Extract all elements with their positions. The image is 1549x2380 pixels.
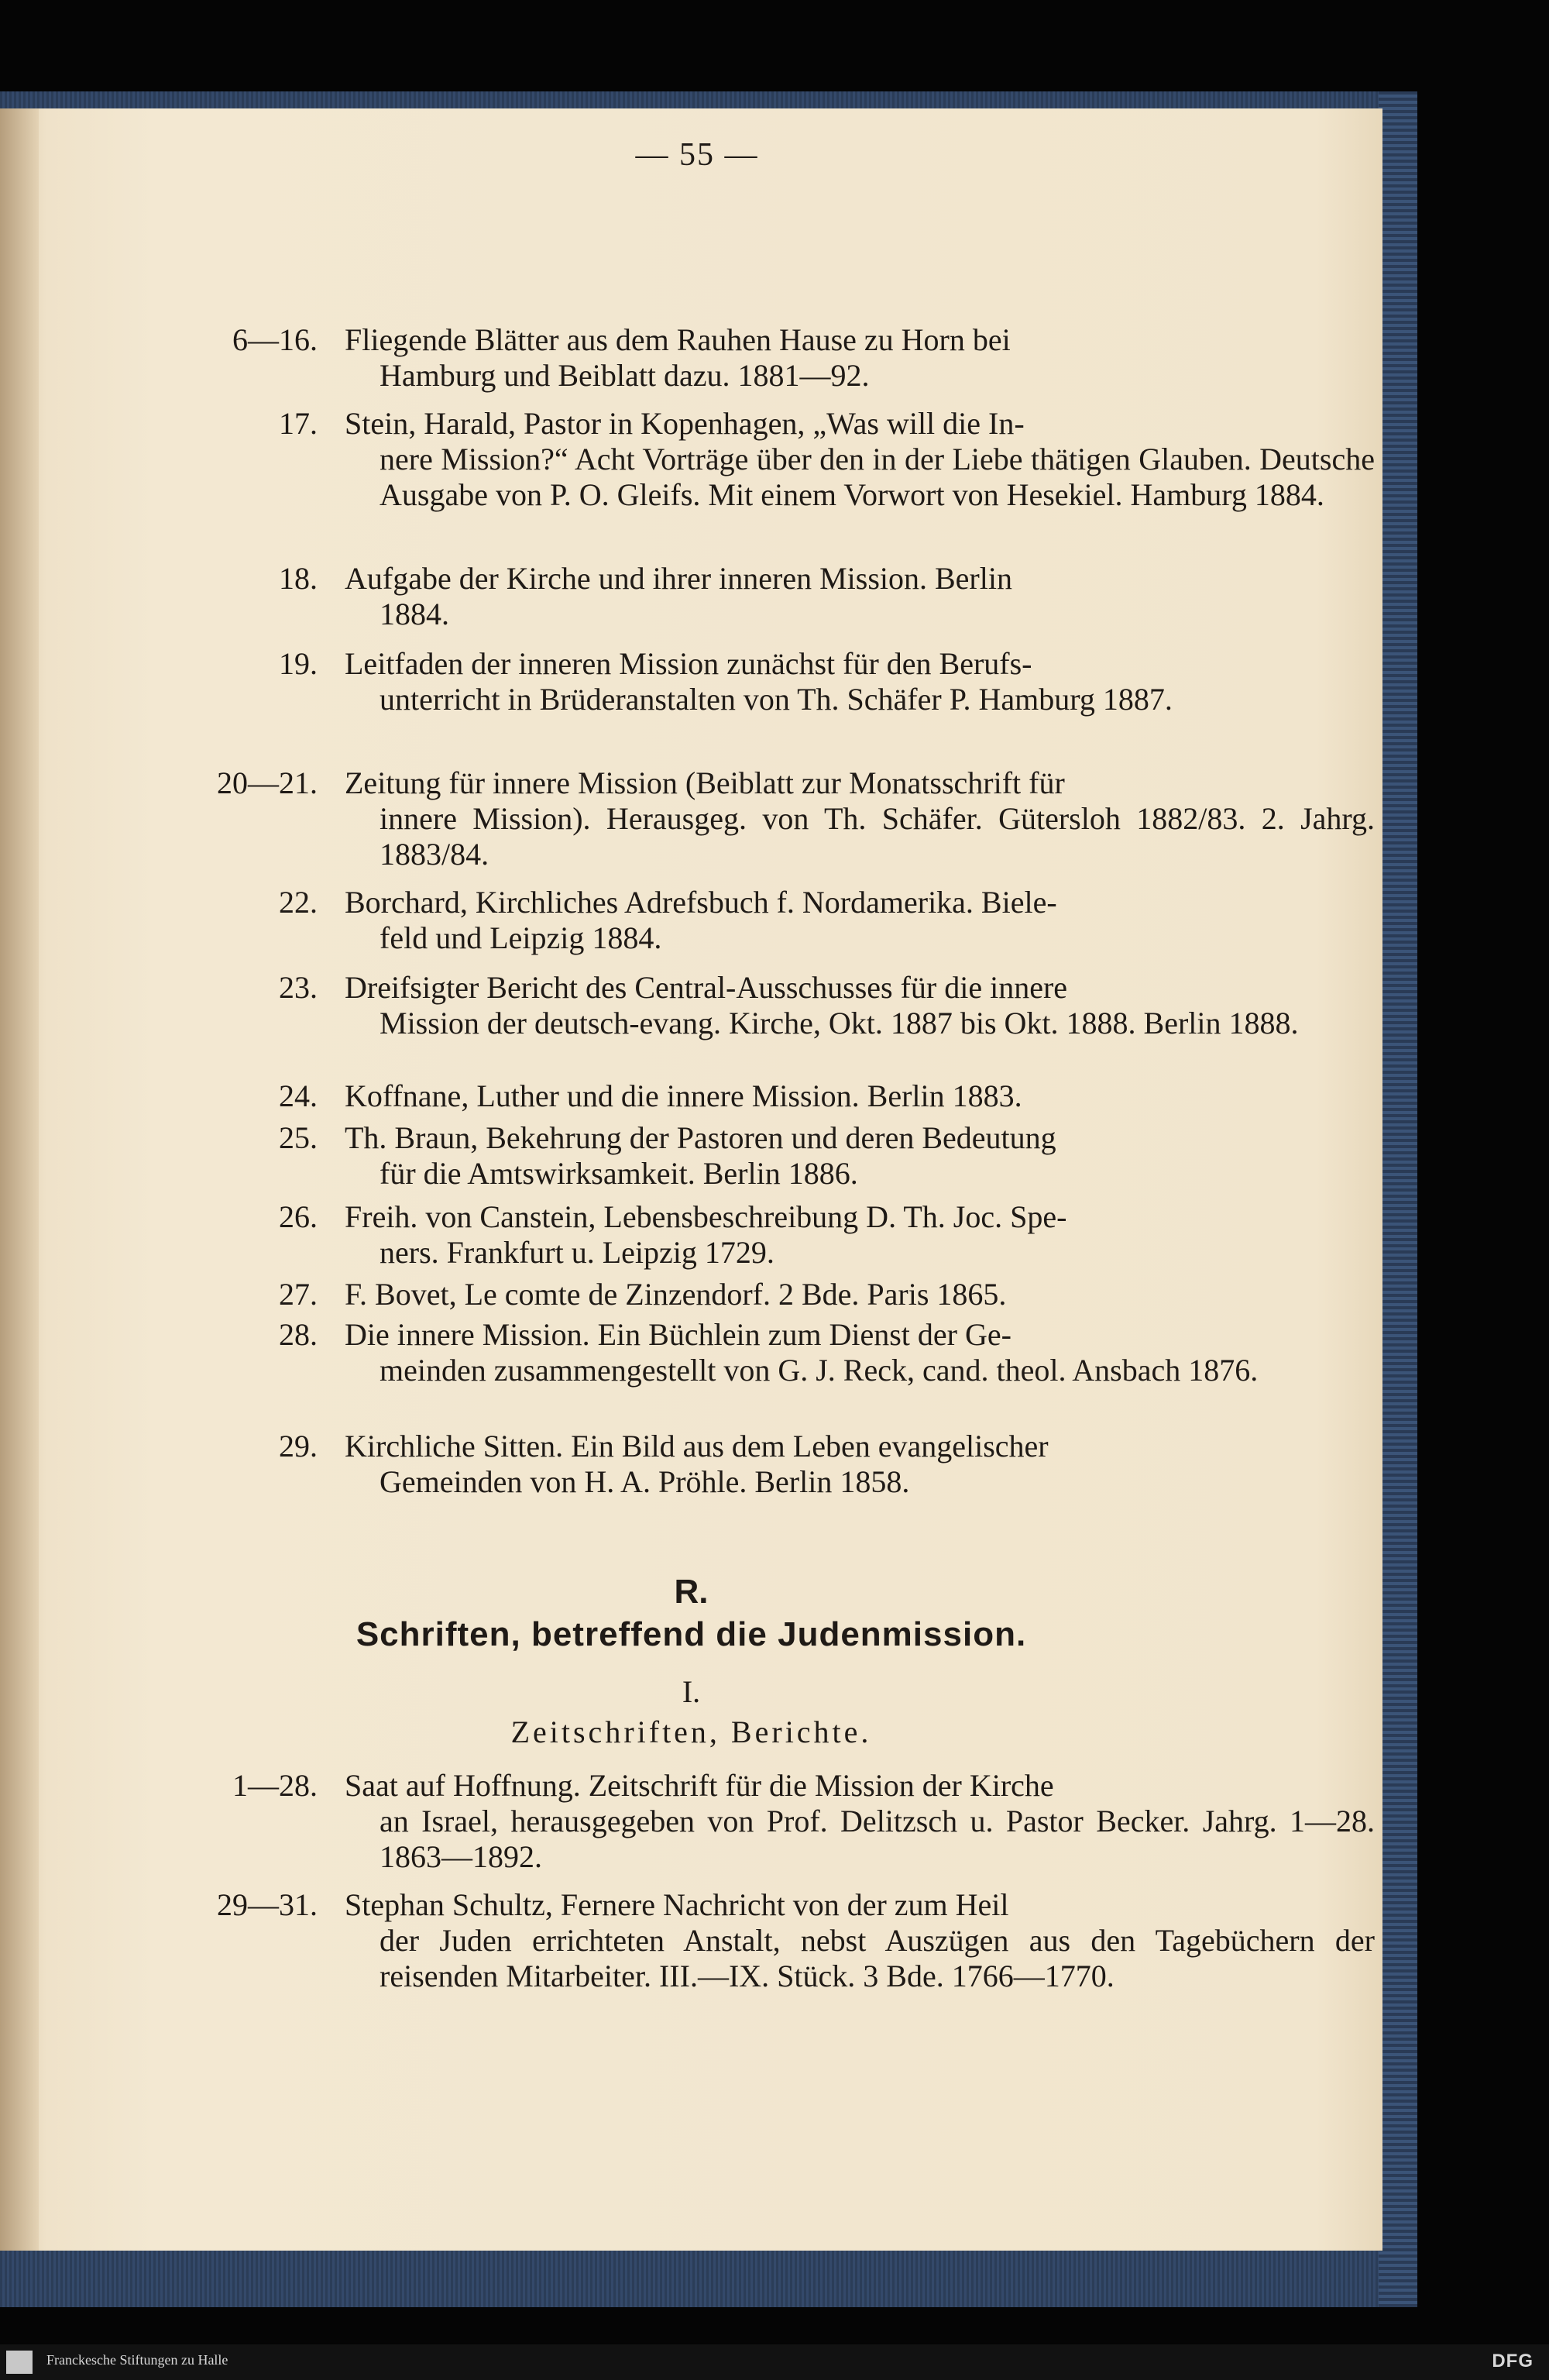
entry-text: Freih. von Canstein, Lebensbeschreibung D. Th. Joc. Spe- ners. Frankfurt u. Leipzig 1729.: [345, 1199, 1067, 1270]
entry-text: F. Bovet, Le comte de Zinzendorf. 2 Bde. Paris 1865.: [345, 1277, 1007, 1312]
entry-number: 26.: [279, 1199, 318, 1234]
entry-number: 28.: [279, 1317, 318, 1352]
entry-number: 1—28.: [232, 1768, 318, 1803]
entry-text: Die innere Mission. Ein Büchlein zum Dienst der Ge- meinden zusammengestellt von G. J. Reck, cand. theol. Ansbach 1876.: [345, 1317, 1259, 1388]
entry-number: 19.: [279, 646, 318, 681]
entry-number: 29.: [279, 1429, 318, 1463]
entry-text: Leitfaden der inneren Mission zunächst für den Berufs- unterricht in Brüderanstalten von Th. Schäfer P. Hamburg 1887.: [345, 646, 1173, 717]
entry-text: Fliegende Blätter aus dem Rauhen Hause zu Horn bei Hamburg und Beiblatt dazu. 1881—92.: [345, 322, 1011, 393]
section-title: Schriften, betreffend die Judenmission.: [355, 1615, 1027, 1653]
entry-number: 25.: [279, 1120, 318, 1155]
institution-logo: [6, 2351, 33, 2374]
subsection-number: I.: [682, 1674, 701, 1709]
entry-text: Borchard, Kirchliches Adrefsbuch f. Nordamerika. Biele- feld und Leipzig 1884.: [345, 885, 1057, 955]
book-binding-edge: [1379, 91, 1417, 2307]
page-number: — 55 —: [635, 137, 759, 173]
section-letter: R.: [674, 1573, 709, 1611]
entry-number: 29—31.: [217, 1887, 318, 1922]
viewer-footer: [0, 2344, 1549, 2380]
entry-text: Stephan Schultz, Fernere Nachricht von der zum Heil der Juden errichteten Anstalt, nebst Auszügen aus den Tagebüchern der reisenden Mitarbeiter. III.—IX. Stück. 3 Bde. 1766—1770.: [345, 1887, 1375, 1993]
dfg-logo: DFG: [1492, 2351, 1534, 2371]
entry-text: Kirchliche Sitten. Ein Bild aus dem Leben evangelischer Gemeinden von H. A. Pröhle. Berlin 1858.: [345, 1429, 1049, 1499]
entry-number: 18.: [279, 561, 318, 596]
subsection-title: Zeitschriften, Berichte.: [510, 1714, 872, 1749]
entry-text: Zeitung für innere Mission (Beiblatt zur Monatsschrift für innere Mission). Herausgeg. von Th. Schäfer. Gütersloh 1882/83. 2. Jahrg. 1883/84.: [345, 765, 1375, 872]
entry-text: Dreifsigter Bericht des Central-Ausschusses für die innere Mission der deutsch-evang. Kirche, Okt. 1887 bis Okt. 1888. Berlin 1888.: [345, 970, 1299, 1040]
entry-number: 27.: [279, 1277, 318, 1312]
entry-number: 24.: [279, 1078, 318, 1113]
entry-number: 20—21.: [217, 765, 318, 800]
entry-text: Aufgabe der Kirche und ihrer inneren Mission. Berlin 1884.: [345, 561, 1012, 631]
entry-number: 23.: [279, 970, 318, 1005]
institution-name: Franckesche Stiftungen zu Halle: [46, 2352, 228, 2368]
entry-text: Saat auf Hoffnung. Zeitschrift für die Mission der Kirche an Israel, herausgegeben von Prof. Delitzsch u. Pastor Becker. Jahrg. 1—28. 1863—1892.: [345, 1768, 1375, 1874]
entry-number: 22.: [279, 885, 318, 920]
entry-number: 6—16.: [232, 322, 318, 357]
entry-text: Koffnane, Luther und die innere Mission. Berlin 1883.: [345, 1078, 1022, 1113]
entry-text: Th. Braun, Bekehrung der Pastoren und deren Bedeutung für die Amtswirksamkeit. Berlin 1886.: [345, 1120, 1056, 1191]
entry-number: 17.: [279, 406, 318, 441]
entry-text: Stein, Harald, Pastor in Kopenhagen, „Was will die In- nere Mission?“ Acht Vorträge über den in der Liebe thätigen Glauben. Deutsche Ausgabe von P. O. Gleifs. Mit einem Vorwort von Hesekiel. Hamburg 1884.: [345, 406, 1375, 512]
